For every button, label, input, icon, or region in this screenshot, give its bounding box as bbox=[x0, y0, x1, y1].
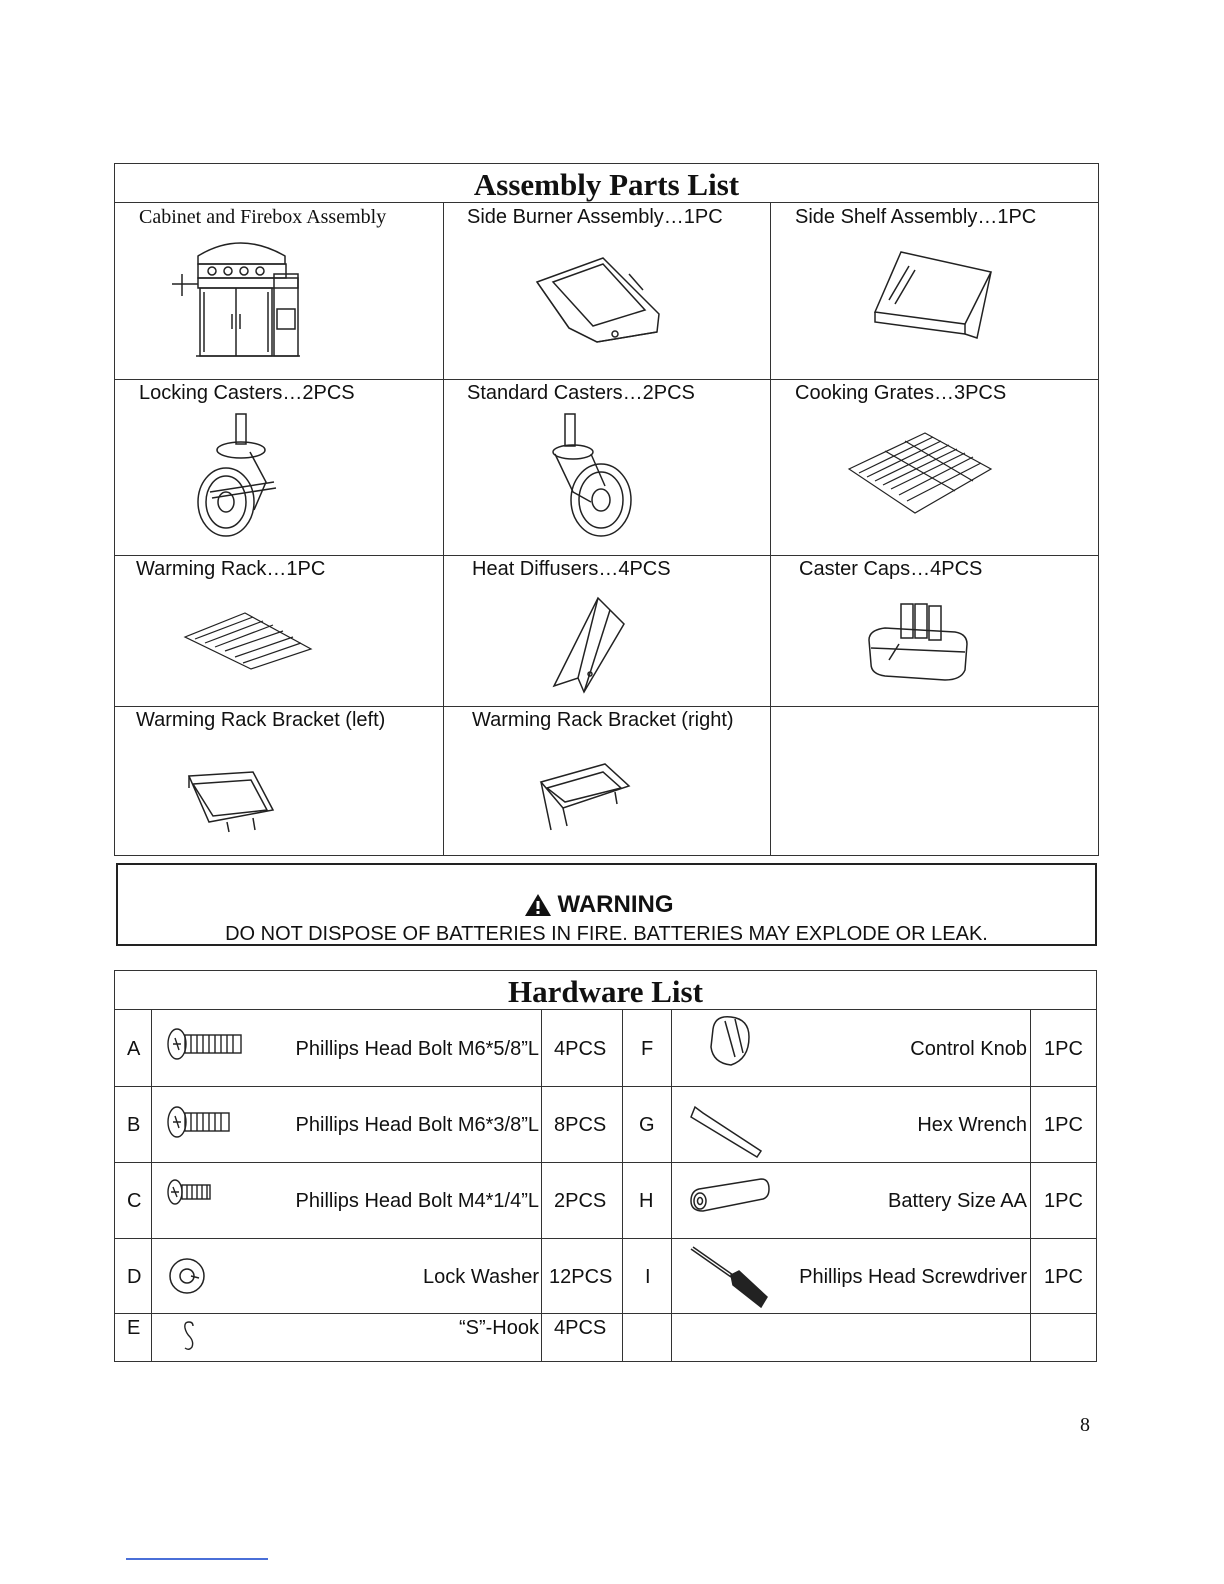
part-label-locking-casters: Locking Casters…2PCS bbox=[139, 382, 355, 404]
locking-caster-icon bbox=[190, 412, 290, 540]
hardware-letter: C bbox=[127, 1190, 142, 1212]
hardware-name: Control Knob bbox=[910, 1038, 1027, 1060]
lock-washer-icon bbox=[167, 1256, 207, 1296]
part-label-bracket-right: Warming Rack Bracket (right) bbox=[472, 709, 734, 731]
caster-cap-icon bbox=[865, 600, 975, 684]
hardware-name: Hex Wrench bbox=[917, 1114, 1027, 1136]
grid-line bbox=[443, 203, 444, 856]
s-hook-icon bbox=[181, 1321, 197, 1351]
hardware-letter: F bbox=[641, 1038, 654, 1060]
grid-line bbox=[115, 1313, 1096, 1314]
grid-line bbox=[541, 1010, 542, 1362]
grill-cabinet-icon bbox=[170, 234, 300, 362]
page-number: 8 bbox=[1080, 1414, 1090, 1436]
part-label-side-burner: Side Burner Assembly…1PC bbox=[467, 206, 723, 228]
hardware-qty: 1PC bbox=[1044, 1038, 1083, 1060]
hardware-letter: E bbox=[127, 1317, 141, 1339]
hardware-letter: A bbox=[127, 1038, 141, 1060]
part-label-caster-caps: Caster Caps…4PCS bbox=[799, 558, 983, 580]
heat-diffuser-icon bbox=[540, 596, 630, 696]
hardware-qty: 2PCS bbox=[554, 1190, 607, 1212]
part-label-cooking-grates: Cooking Grates…3PCS bbox=[795, 382, 1007, 404]
hardware-title: Hardware List bbox=[115, 971, 1096, 1010]
hardware-qty: 1PC bbox=[1044, 1266, 1083, 1288]
side-shelf-icon bbox=[867, 246, 997, 346]
rack-bracket-right-icon bbox=[535, 760, 635, 836]
hardware-letter: H bbox=[639, 1190, 654, 1212]
grid-line bbox=[115, 379, 1098, 380]
grid-line bbox=[115, 1086, 1096, 1087]
hardware-letter: G bbox=[639, 1114, 655, 1136]
grid-line bbox=[622, 1010, 623, 1362]
warming-rack-icon bbox=[183, 609, 313, 671]
hardware-qty: 1PC bbox=[1044, 1114, 1083, 1136]
footer-link-underline bbox=[126, 1558, 268, 1560]
warning-title: WARNING bbox=[557, 891, 674, 918]
hardware-name: Lock Washer bbox=[423, 1266, 539, 1288]
side-burner-icon bbox=[533, 256, 663, 346]
hardware-qty: 4PCS bbox=[554, 1038, 607, 1060]
hardware-letter: D bbox=[127, 1266, 142, 1288]
grid-line bbox=[115, 1238, 1096, 1239]
assembly-title: Assembly Parts List bbox=[115, 164, 1098, 203]
hardware-name: Phillips Head Bolt M6*5/8”L bbox=[295, 1038, 539, 1060]
grid-line bbox=[671, 1010, 672, 1362]
hardware-name: Phillips Head Bolt M6*3/8”L bbox=[295, 1114, 539, 1136]
hardware-name: Battery Size AA bbox=[888, 1190, 1027, 1212]
grid-line bbox=[115, 555, 1098, 556]
bolt-short-icon bbox=[165, 1176, 215, 1208]
assembly-parts-table bbox=[114, 163, 1099, 856]
bolt-long-icon bbox=[165, 1026, 245, 1062]
grid-line bbox=[1030, 1010, 1031, 1362]
part-label-standard-casters: Standard Casters…2PCS bbox=[467, 382, 695, 404]
bolt-medium-icon bbox=[165, 1104, 235, 1140]
hardware-qty: 12PCS bbox=[549, 1266, 613, 1288]
grid-line bbox=[151, 1010, 152, 1362]
part-label-heat-diffusers: Heat Diffusers…4PCS bbox=[472, 558, 671, 580]
rack-bracket-left-icon bbox=[183, 766, 283, 838]
hardware-qty: 1PC bbox=[1044, 1190, 1083, 1212]
hardware-name: Phillips Head Bolt M4*1/4”L bbox=[295, 1190, 539, 1212]
part-label-warming-rack: Warming Rack…1PC bbox=[136, 558, 326, 580]
grid-line bbox=[770, 203, 771, 856]
warning-text: DO NOT DISPOSE OF BATTERIES IN FIRE. BATTERIES MAY EXPLODE OR LEAK. bbox=[225, 923, 988, 945]
hardware-table bbox=[114, 970, 1097, 1362]
part-label-side-shelf: Side Shelf Assembly…1PC bbox=[795, 206, 1037, 228]
standard-caster-icon bbox=[543, 412, 643, 540]
part-label-cabinet: Cabinet and Firebox Assembly bbox=[139, 206, 387, 228]
grid-line bbox=[115, 706, 1098, 707]
hardware-name: “S”-Hook bbox=[458, 1317, 539, 1339]
part-label-bracket-left: Warming Rack Bracket (left) bbox=[136, 709, 386, 731]
warning-box bbox=[116, 863, 1097, 946]
hardware-qty: 4PCS bbox=[554, 1317, 607, 1339]
hardware-letter: I bbox=[645, 1266, 651, 1288]
cooking-grate-icon bbox=[845, 429, 995, 519]
hardware-name: Phillips Head Screwdriver bbox=[799, 1266, 1027, 1288]
hardware-qty: 8PCS bbox=[554, 1114, 607, 1136]
hardware-letter: B bbox=[127, 1114, 141, 1136]
grid-line bbox=[115, 1162, 1096, 1163]
